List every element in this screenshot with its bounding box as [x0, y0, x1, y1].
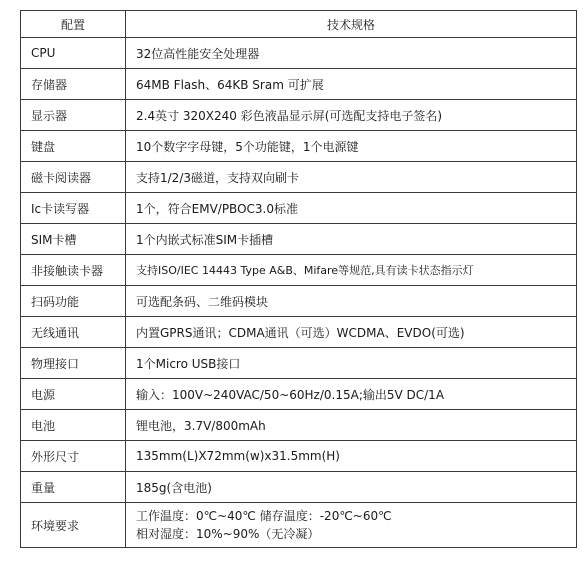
spec-table [20, 10, 577, 548]
row-value: 内置GPRS通讯；CDMA通讯（可选）WCDMA、EVDO(可选) [126, 317, 577, 348]
table-row [21, 224, 577, 255]
row-label: 电池 [21, 410, 126, 441]
header-spec: 技术规格 [126, 11, 577, 38]
row-value: 支持1/2/3磁道，支持双向刷卡 [126, 162, 577, 193]
table-row [21, 131, 577, 162]
table-row-environment [21, 503, 577, 548]
table-row [21, 348, 577, 379]
row-value: 32位高性能安全处理器 [126, 38, 577, 69]
row-label: Ic卡读写器 [21, 193, 126, 224]
table-row [21, 162, 577, 193]
row-label: CPU [21, 38, 126, 69]
table-row [21, 472, 577, 503]
row-label: 非接触读卡器 [21, 255, 126, 286]
table-row [21, 441, 577, 472]
row-label: 物理接口 [21, 348, 126, 379]
row-label: 存储器 [21, 69, 126, 100]
row-label: SIM卡槽 [21, 224, 126, 255]
header-config: 配置 [21, 11, 126, 38]
env-line-temperature: 工作温度：0℃~40℃ 储存温度：-20℃~60℃ [136, 509, 392, 523]
row-label: 外形尺寸 [21, 441, 126, 472]
table-row [21, 379, 577, 410]
row-value: 1个Micro USB接口 [126, 348, 577, 379]
row-label: 环境要求 [21, 503, 126, 548]
row-value: 64MB Flash、64KB Sram 可扩展 [126, 69, 577, 100]
row-value: 可选配条码、二维码模块 [126, 286, 577, 317]
table-row [21, 100, 577, 131]
header-row [21, 11, 577, 38]
row-label: 电源 [21, 379, 126, 410]
table-row [21, 255, 577, 286]
table-row [21, 193, 577, 224]
row-value: 185g(含电池) [126, 472, 577, 503]
row-value: 锂电池，3.7V/800mAh [126, 410, 577, 441]
env-line-humidity: 相对湿度：10%~90%（无冷凝） [136, 527, 320, 541]
row-label: 键盘 [21, 131, 126, 162]
row-label: 无线通讯 [21, 317, 126, 348]
table-row [21, 410, 577, 441]
table-row [21, 38, 577, 69]
row-label: 磁卡阅读器 [21, 162, 126, 193]
row-value: 1个内嵌式标准SIM卡插槽 [126, 224, 577, 255]
row-label: 扫码功能 [21, 286, 126, 317]
row-value: 135mm(L)X72mm(w)x31.5mm(H) [126, 441, 577, 472]
row-label: 重量 [21, 472, 126, 503]
row-value [126, 503, 577, 548]
row-value: 1个，符合EMV/PBOC3.0标准 [126, 193, 577, 224]
table-row [21, 286, 577, 317]
table-row [21, 317, 577, 348]
row-value: 支持ISO/IEC 14443 Type A&B、Mifare等规范,具有读卡状态指示灯 [126, 255, 577, 286]
table-row [21, 69, 577, 100]
row-value: 10个数字字母键，5个功能键，1个电源键 [126, 131, 577, 162]
row-label: 显示器 [21, 100, 126, 131]
row-value: 2.4英寸 320X240 彩色液晶显示屏(可选配支持电子签名) [126, 100, 577, 131]
row-value: 输入：100V~240VAC/50~60Hz/0.15A;输出5V DC/1A [126, 379, 577, 410]
